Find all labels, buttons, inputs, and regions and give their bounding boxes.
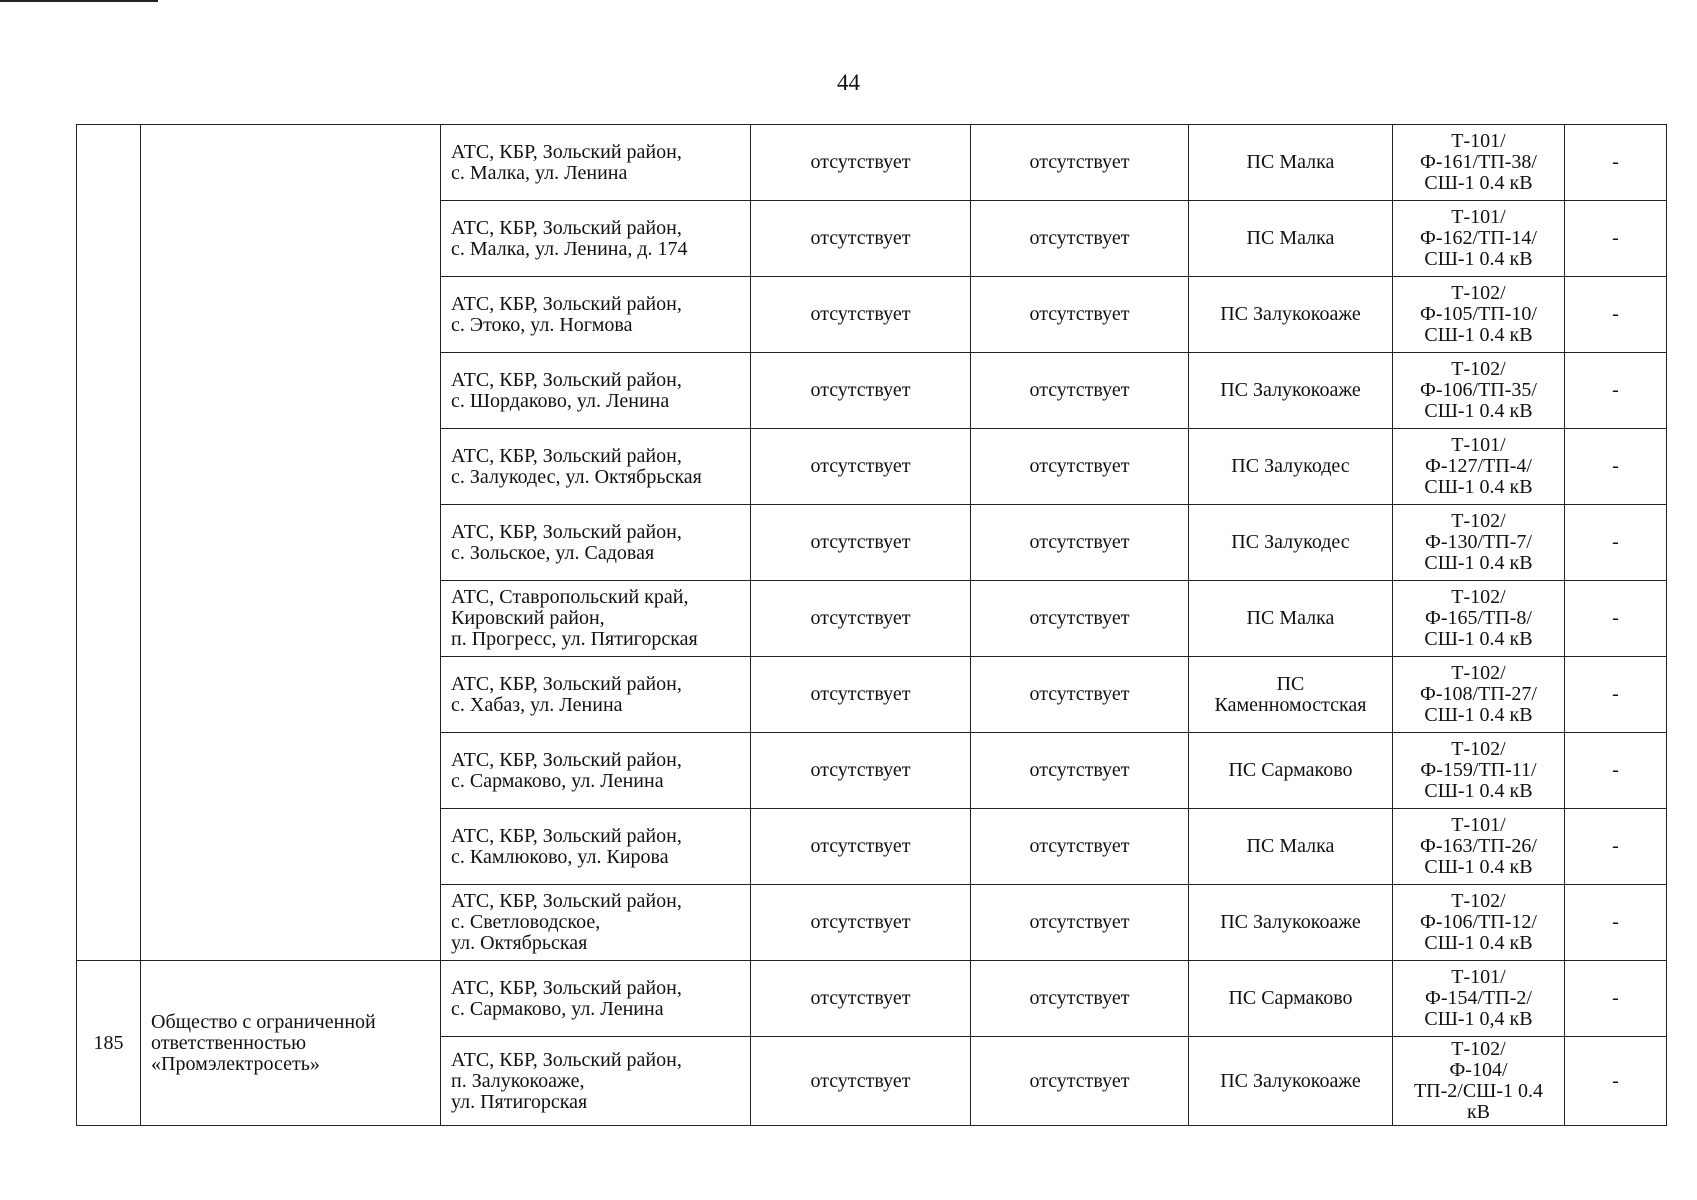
status-cell: отсутствует [751, 885, 971, 961]
substation-cell [1189, 201, 1393, 277]
substation-cell-line: ПС Малка [1246, 227, 1335, 249]
dash-cell: - [1565, 733, 1667, 809]
status-cell: отсутствует [971, 505, 1189, 581]
dash-cell: - [1565, 353, 1667, 429]
substation-cell [1189, 809, 1393, 885]
status-cell: отсутствует [971, 885, 1189, 961]
dash-cell: - [1565, 125, 1667, 201]
substation-cell [1189, 353, 1393, 429]
feeder-cell-line: Т-102/ [1451, 662, 1506, 684]
substation-cell-line: ПС [1276, 672, 1305, 695]
substation-cell-line: ПС Сармаково [1228, 759, 1353, 781]
status-cell: отсутствует [971, 657, 1189, 733]
feeder-cell-line: Ф-161/ТП-38/ [1420, 151, 1537, 173]
substation-cell [1189, 581, 1393, 657]
status-cell: отсутствует [971, 277, 1189, 353]
feeder-cell [1393, 581, 1565, 657]
substation-cell [1189, 429, 1393, 505]
number-cell [77, 125, 141, 961]
address-cell-line: с. Малка, ул. Ленина, д. 174 [451, 237, 688, 260]
feeder-cell [1393, 733, 1565, 809]
dash-cell: - [1565, 429, 1667, 505]
address-cell [441, 581, 751, 657]
address-cell [441, 505, 751, 581]
address-cell [441, 125, 751, 201]
feeder-cell [1393, 353, 1565, 429]
address-cell-line: АТС, КБР, Зольский район, [451, 1048, 682, 1071]
feeder-cell [1393, 429, 1565, 505]
feeder-cell-line: Ф-106/ТП-35/ [1420, 379, 1537, 401]
status-cell: отсутствует [751, 581, 971, 657]
status-cell: отсутствует [751, 353, 971, 429]
dash-cell: - [1565, 277, 1667, 353]
feeder-cell-line: СШ-1 0,4 кВ [1424, 1008, 1533, 1030]
status-cell: отсутствует [971, 581, 1189, 657]
data-table [76, 124, 1667, 1126]
substation-cell [1189, 277, 1393, 353]
address-cell-line: АТС, КБР, Зольский район, [451, 140, 682, 163]
substation-cell [1189, 1037, 1393, 1126]
feeder-cell-line: Ф-154/ТП-2/ [1425, 987, 1532, 1009]
address-cell-line: АТС, КБР, Зольский район, [451, 976, 682, 999]
dash-cell: - [1565, 581, 1667, 657]
status-cell: отсутствует [971, 1037, 1189, 1126]
address-cell [441, 809, 751, 885]
dash-cell: - [1565, 201, 1667, 277]
address-cell-line: ул. Октябрьская [451, 932, 588, 954]
address-cell-line: АТС, КБР, Зольский район, [451, 368, 682, 391]
feeder-cell [1393, 1037, 1565, 1126]
feeder-cell-line: СШ-1 0.4 кВ [1424, 628, 1533, 650]
feeder-cell-line: Т-101/ [1451, 966, 1506, 988]
substation-cell-line: ПС Залукокоаже [1220, 303, 1361, 325]
substation-cell [1189, 733, 1393, 809]
address-cell-line: с. Малка, ул. Ленина [451, 161, 628, 184]
substation-cell [1189, 657, 1393, 733]
substation-cell-line: Каменномостская [1214, 693, 1367, 716]
status-cell: отсутствует [751, 657, 971, 733]
substation-cell-line: ПС Залукодес [1231, 531, 1350, 553]
feeder-cell-line: Ф-165/ТП-8/ [1425, 607, 1532, 629]
feeder-cell-line: Т-102/ [1451, 510, 1506, 532]
feeder-cell-line: СШ-1 0.4 кВ [1424, 856, 1533, 878]
status-cell: отсутствует [751, 201, 971, 277]
feeder-cell [1393, 201, 1565, 277]
feeder-cell [1393, 657, 1565, 733]
feeder-cell-line: Ф-130/ТП-7/ [1425, 531, 1532, 553]
substation-cell-line: ПС Малка [1246, 607, 1335, 629]
org-cell [141, 125, 441, 961]
substation-cell [1189, 505, 1393, 581]
status-cell: отсутствует [751, 1037, 971, 1126]
address-cell-line: АТС, КБР, Зольский район, [451, 824, 682, 847]
status-cell: отсутствует [971, 733, 1189, 809]
feeder-cell-line: Т-102/ [1451, 282, 1506, 304]
status-cell: отсутствует [751, 505, 971, 581]
substation-cell-line: ПС Залукокоаже [1220, 1069, 1361, 1092]
status-cell: отсутствует [971, 201, 1189, 277]
feeder-cell [1393, 809, 1565, 885]
corner-mark [0, 0, 158, 2]
dash-cell: - [1565, 809, 1667, 885]
dash-cell: - [1565, 1037, 1667, 1126]
status-cell: отсутствует [751, 809, 971, 885]
status-cell: отсутствует [751, 429, 971, 505]
feeder-cell [1393, 505, 1565, 581]
substation-cell [1189, 125, 1393, 201]
feeder-cell-line: Т-102/ [1451, 586, 1506, 608]
feeder-cell-line: Т-102/ [1451, 1038, 1506, 1060]
table-row [77, 125, 1667, 201]
feeder-cell [1393, 885, 1565, 961]
status-cell: отсутствует [971, 353, 1189, 429]
feeder-cell-line: Ф-163/ТП-26/ [1420, 835, 1537, 857]
feeder-cell [1393, 277, 1565, 353]
feeder-cell-line: Т-101/ [1451, 206, 1506, 228]
dash-cell: - [1565, 505, 1667, 581]
address-cell-line: с. Шордаково, ул. Ленина [451, 389, 670, 412]
address-cell [441, 657, 751, 733]
address-cell-line: АТС, КБР, Зольский район, [451, 444, 682, 467]
number-cell: 185 [77, 961, 141, 1126]
address-cell [441, 277, 751, 353]
address-cell-line: с. Сармаково, ул. Ленина [451, 769, 664, 792]
address-cell-line: п. Прогресс, ул. Пятигорская [451, 628, 698, 650]
status-cell: отсутствует [971, 125, 1189, 201]
feeder-cell-line: Т-102/ [1451, 738, 1506, 760]
dash-cell: - [1565, 961, 1667, 1037]
address-cell-line: АТС, Ставропольский край, [451, 586, 689, 608]
status-cell: отсутствует [971, 809, 1189, 885]
address-cell-line: с. Камлюково, ул. Кирова [451, 845, 669, 868]
address-cell [441, 201, 751, 277]
address-cell-line: п. Залукокоаже, [451, 1069, 585, 1092]
address-cell-line: с. Светловодское, [451, 911, 601, 933]
substation-cell-line: ПС Сармаково [1228, 987, 1353, 1009]
org-cell [141, 961, 441, 1126]
status-cell: отсутствует [751, 733, 971, 809]
feeder-cell-line: Ф-104/ [1449, 1059, 1508, 1081]
feeder-cell-line: СШ-1 0.4 кВ [1424, 324, 1533, 346]
address-cell [441, 353, 751, 429]
address-cell-line: ул. Пятигорская [451, 1090, 588, 1113]
org-cell-line: Общество с ограниченной [151, 1010, 376, 1033]
substation-cell [1189, 961, 1393, 1037]
substation-cell [1189, 885, 1393, 961]
status-cell: отсутствует [751, 277, 971, 353]
feeder-cell-line: кВ [1466, 1101, 1491, 1123]
feeder-cell-line: СШ-1 0.4 кВ [1424, 248, 1533, 270]
feeder-cell-line: Т-102/ [1451, 358, 1506, 380]
table-row [77, 961, 1667, 1037]
address-cell [441, 885, 751, 961]
address-cell-line: с. Хабаз, ул. Ленина [451, 693, 623, 716]
feeder-cell [1393, 961, 1565, 1037]
feeder-cell-line: Ф-162/ТП-14/ [1420, 227, 1537, 249]
feeder-cell-line: Т-101/ [1451, 434, 1506, 456]
feeder-cell-line: Т-101/ [1451, 130, 1506, 152]
address-cell-line: АТС, КБР, Зольский район, [451, 672, 682, 695]
substation-cell-line: ПС Малка [1246, 151, 1335, 173]
feeder-cell-line: СШ-1 0.4 кВ [1424, 704, 1533, 726]
feeder-cell-line: Ф-108/ТП-27/ [1420, 683, 1537, 705]
feeder-cell-line: СШ-1 0.4 кВ [1424, 552, 1533, 574]
feeder-cell [1393, 125, 1565, 201]
feeder-cell-line: ТП-2/СШ-1 0.4 [1413, 1080, 1544, 1102]
status-cell: отсутствует [751, 125, 971, 201]
address-cell [441, 429, 751, 505]
address-cell-line: АТС, КБР, Зольский район, [451, 520, 682, 543]
feeder-cell-line: СШ-1 0.4 кВ [1424, 400, 1533, 422]
feeder-cell-line: СШ-1 0.4 кВ [1424, 172, 1533, 194]
feeder-cell-line: Ф-106/ТП-12/ [1420, 911, 1537, 933]
address-cell-line: АТС, КБР, Зольский район, [451, 748, 682, 771]
feeder-cell-line: СШ-1 0.4 кВ [1424, 780, 1533, 802]
feeder-cell-line: Т-101/ [1451, 814, 1506, 836]
feeder-cell-line: Ф-127/ТП-4/ [1425, 455, 1532, 477]
substation-cell-line: ПС Залукодес [1231, 455, 1350, 477]
feeder-cell-line: СШ-1 0.4 кВ [1424, 476, 1533, 498]
address-cell-line: Кировский район, [451, 607, 605, 629]
status-cell: отсутствует [971, 961, 1189, 1037]
org-cell-line: «Промэлектросеть» [151, 1052, 320, 1075]
feeder-cell-line: Ф-105/ТП-10/ [1420, 303, 1537, 325]
address-cell-line: с. Этоко, ул. Ногмова [451, 313, 633, 336]
address-cell-line: с. Сармаково, ул. Ленина [451, 997, 664, 1020]
address-cell [441, 961, 751, 1037]
address-cell-line: с. Зольское, ул. Садовая [451, 541, 655, 564]
feeder-cell-line: Т-102/ [1451, 890, 1506, 912]
address-cell [441, 733, 751, 809]
address-cell-line: с. Залукодес, ул. Октябрьская [451, 465, 702, 488]
page-number: 44 [837, 70, 860, 95]
substation-cell-line: ПС Малка [1246, 835, 1335, 857]
feeder-cell-line: Ф-159/ТП-11/ [1420, 759, 1537, 781]
status-cell: отсутствует [751, 961, 971, 1037]
dash-cell: - [1565, 657, 1667, 733]
substation-cell-line: ПС Залукокоаже [1220, 379, 1361, 401]
address-cell-line: АТС, КБР, Зольский район, [451, 890, 682, 912]
status-cell: отсутствует [971, 429, 1189, 505]
address-cell-line: АТС, КБР, Зольский район, [451, 216, 682, 239]
org-cell-line: ответственностью [151, 1031, 307, 1054]
dash-cell: - [1565, 885, 1667, 961]
substation-cell-line: ПС Залукокоаже [1220, 911, 1361, 933]
address-cell-line: АТС, КБР, Зольский район, [451, 292, 682, 315]
feeder-cell-line: СШ-1 0.4 кВ [1424, 932, 1533, 954]
address-cell [441, 1037, 751, 1126]
